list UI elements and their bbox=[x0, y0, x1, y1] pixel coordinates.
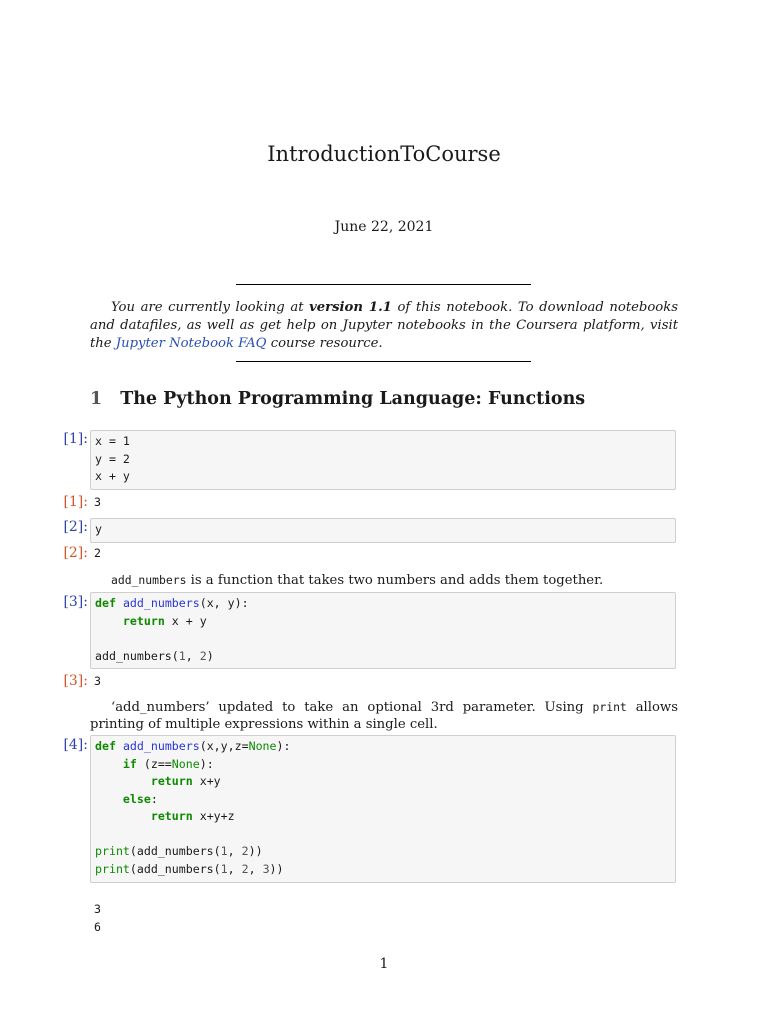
code-line: y = 2 bbox=[95, 451, 130, 466]
code-line: y bbox=[95, 522, 102, 536]
document-title: IntroductionToCourse bbox=[267, 142, 501, 166]
page-number: 1 bbox=[379, 956, 389, 972]
code-cell[interactable] bbox=[90, 518, 676, 543]
section-heading bbox=[90, 389, 585, 409]
code-cell[interactable]: def add_numbers(x,y,z=None): if (z==None): return x+y else: return x+y+z print(add_numbers(1, 2)) print(add_numbers(1, 2, 3)) bbox=[90, 735, 676, 883]
paragraph-text: ‘add_numbers’ updated to take an optional 3rd parameter. Using bbox=[111, 700, 593, 715]
paragraph-text: allows printing of multiple expressions within a single cell. bbox=[90, 700, 678, 732]
section-number: 1 bbox=[90, 389, 103, 409]
cell-output: 3 bbox=[94, 674, 101, 688]
input-prompt: [2]: bbox=[63, 519, 88, 535]
inline-code: print bbox=[592, 700, 627, 714]
output-prompt: [2]: bbox=[63, 545, 88, 561]
input-prompt: [1]: bbox=[63, 431, 88, 447]
markdown-paragraph bbox=[90, 699, 678, 733]
output-prompt: [1]: bbox=[63, 494, 88, 510]
document-date: June 22, 2021 bbox=[334, 219, 434, 235]
input-prompt: [4]: bbox=[63, 737, 88, 753]
intro-text-1: You are currently looking at bbox=[111, 300, 310, 315]
input-prompt: [3]: bbox=[63, 594, 88, 610]
code-cell[interactable] bbox=[90, 430, 676, 490]
code-line: x = 1 bbox=[95, 434, 130, 448]
faq-link[interactable]: Jupyter Notebook FAQ bbox=[115, 336, 267, 351]
top-rule bbox=[236, 284, 531, 285]
cell-output: 3 bbox=[94, 495, 101, 509]
code-line: x + y bbox=[95, 469, 130, 483]
intro-paragraph bbox=[90, 299, 678, 353]
intro-text-3: course resource. bbox=[266, 336, 383, 351]
bottom-rule bbox=[236, 361, 531, 362]
output-prompt: [3]: bbox=[63, 673, 88, 689]
output-line: 6 bbox=[94, 919, 101, 934]
version-label: version 1.1 bbox=[309, 300, 392, 315]
paragraph-text: is a function that takes two numbers and adds them together. bbox=[186, 573, 604, 588]
cell-output bbox=[94, 901, 101, 936]
cell-output: 2 bbox=[94, 546, 101, 560]
output-line: 3 bbox=[94, 902, 101, 916]
section-title: The Python Programming Language: Functions bbox=[120, 389, 586, 409]
intro-text-2: of this notebook. To download notebooks and datafiles, as well as get help on Jupyter notebooks in the Coursera platform, visit the bbox=[90, 300, 679, 351]
inline-code: add_numbers bbox=[111, 573, 187, 587]
code-cell[interactable]: def add_numbers(x, y): return x + y add_numbers(1, 2) bbox=[90, 592, 676, 669]
markdown-paragraph bbox=[90, 572, 678, 589]
